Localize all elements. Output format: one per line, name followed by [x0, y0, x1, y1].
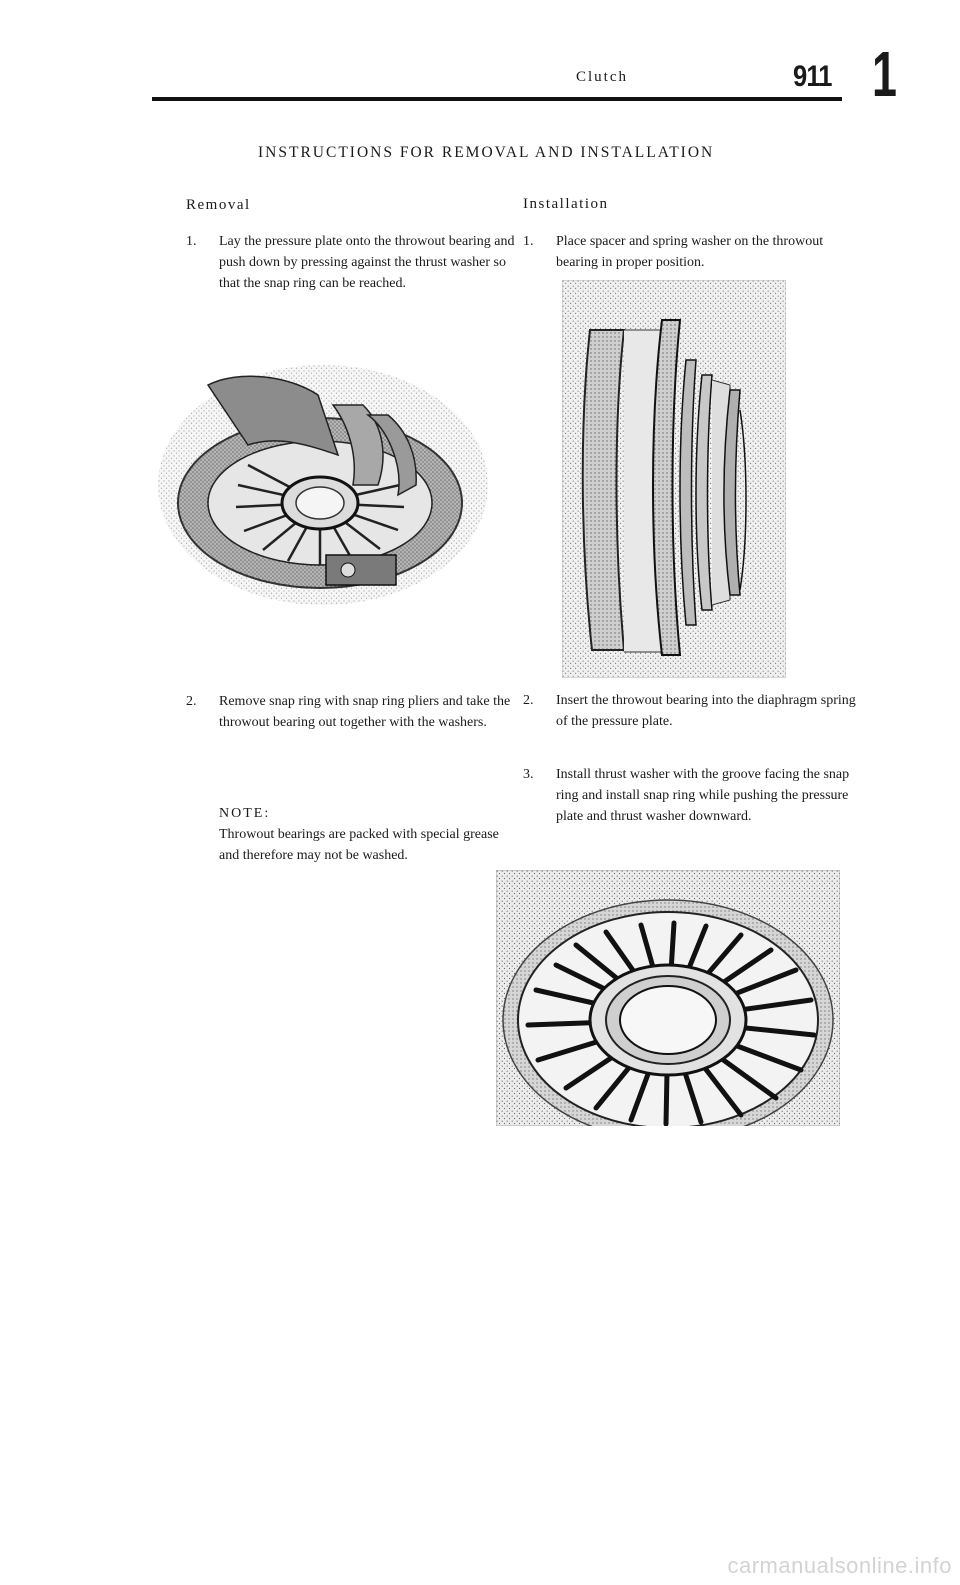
- step-text: Lay the pressure plate onto the throwout bearing and push down by pressing against the thrust washer so that the snap ring can be reached.: [219, 234, 515, 291]
- removal-photo: [148, 335, 488, 620]
- model-number: 911: [793, 60, 832, 93]
- step-number: 2.: [186, 694, 197, 709]
- step-text: Install thrust washer with the groove facing the snap ring and install snap ring while pushing the pressure plate and thrust washer downward.: [556, 767, 850, 824]
- installation-photo-diaphragm: [496, 870, 840, 1126]
- watermark: carmanualsonline.info: [727, 1553, 952, 1578]
- step-number: 1.: [186, 234, 197, 249]
- page-title: INSTRUCTIONS FOR REMOVAL AND INSTALLATION: [258, 144, 715, 161]
- installation-step-2: [523, 690, 863, 740]
- step-text: Insert the throwout bearing into the diaphragm spring of the pressure plate.: [556, 693, 856, 729]
- chapter-number: 1: [872, 38, 897, 110]
- installation-photo-washers: [562, 280, 786, 678]
- note-label: NOTE:: [219, 806, 271, 821]
- note-text: Throwout bearings are packed with special grease and therefore may not be washed.: [219, 827, 499, 863]
- step-number: 3.: [523, 767, 534, 782]
- header-rule: [152, 97, 842, 101]
- installation-step-3: [523, 764, 863, 854]
- installation-heading: Installation: [523, 196, 609, 212]
- removal-step-1: [186, 231, 526, 321]
- step-text: Remove snap ring with snap ring pliers and take the throwout bearing out together with the washers.: [219, 694, 511, 730]
- removal-step-2: [186, 691, 526, 761]
- section-title: Clutch: [576, 69, 628, 85]
- removal-heading: Removal: [186, 197, 251, 213]
- note-block: [219, 803, 519, 866]
- step-number: 2.: [523, 693, 534, 708]
- step-text: Place spacer and spring washer on the throwout bearing in proper position.: [556, 234, 824, 270]
- installation-step-1: [523, 231, 863, 281]
- step-number: 1.: [523, 234, 534, 249]
